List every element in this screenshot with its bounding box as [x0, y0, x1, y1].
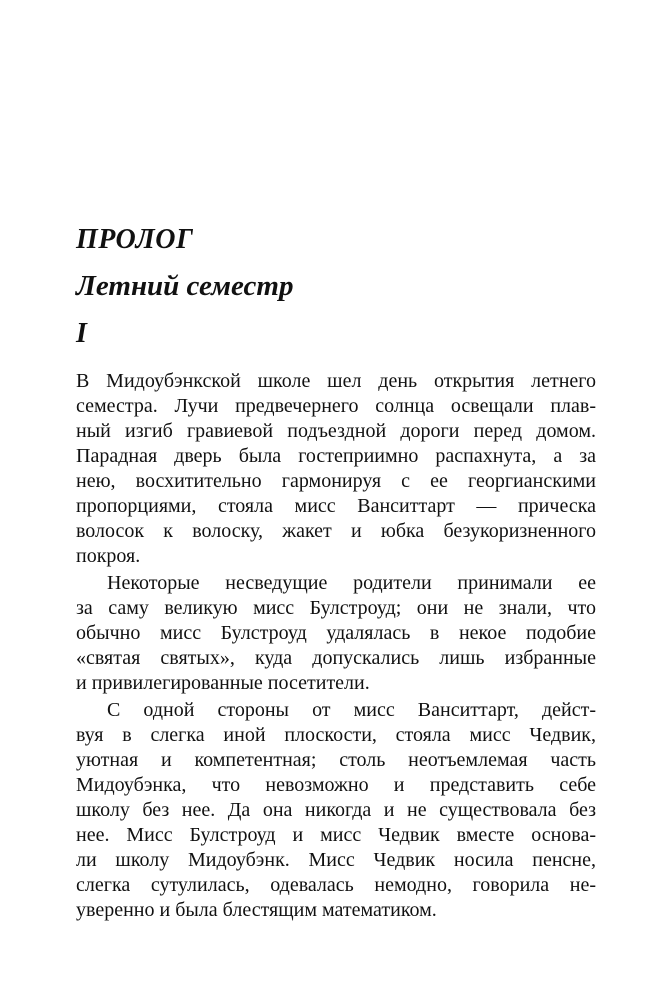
text-line: Мидоубэнка, что невозможно и представить себе — [76, 774, 596, 796]
text-line: В Мидоубэнкской школе шел день открытия летнего — [76, 370, 596, 392]
paragraph-2 — [76, 571, 596, 696]
text-line: Парадная дверь была гостеприимно распахнута, а за — [76, 445, 596, 467]
text-line: слегка сутулилась, одевалась немодно, говорила не- — [76, 874, 596, 896]
text-line: и привилегированные посетители. — [76, 672, 370, 694]
chapter-subtitle: Летний семестр — [76, 270, 294, 302]
text-line: нее. Мисс Булстроуд и мисс Чедвик вместе основа- — [76, 824, 596, 846]
text-line: ный изгиб гравиевой подъездной дороги перед домом. — [76, 420, 596, 442]
text-line: нею, восхитительно гармонируя с ее георгианскими — [76, 470, 596, 492]
text-line: покроя. — [76, 545, 141, 567]
text-line: волосок к волоску, жакет и юбка безукоризненного — [76, 520, 596, 542]
text-line: обычно мисс Булстроуд удалялась в некое подобие — [76, 622, 596, 644]
text-line: семестра. Лучи предвечернего солнца освещали плав- — [76, 395, 596, 417]
text-line: за саму великую мисс Булстроуд; они не знали, что — [76, 597, 596, 619]
text-line: «святая святых», куда допускались лишь избранные — [76, 647, 596, 669]
paragraph-3 — [76, 698, 596, 923]
part-number: I — [76, 318, 87, 349]
text-line: уверенно и была блестящим математиком. — [76, 899, 437, 921]
text-line: пропорциями, стояла мисс Ванситтарт — прическа — [76, 495, 596, 517]
text-line: ли школу Мидоубэнк. Мисс Чедвик носила пенсне, — [76, 849, 596, 871]
body-text — [76, 369, 596, 923]
text-line: уютная и компетентная; столь неотъемлемая часть — [76, 749, 596, 771]
text-line: Некоторые несведущие родители принимали ее — [107, 572, 596, 594]
text-line: С одной стороны от мисс Ванситтарт, дейст- — [107, 699, 596, 721]
paragraph-1 — [76, 369, 596, 569]
chapter-label: ПРОЛОГ — [76, 224, 194, 255]
text-line: вуя в слегка иной плоскости, стояла мисс Чедвик, — [76, 724, 596, 746]
text-line: школу без нее. Да она никогда и не существовала без — [76, 799, 596, 821]
